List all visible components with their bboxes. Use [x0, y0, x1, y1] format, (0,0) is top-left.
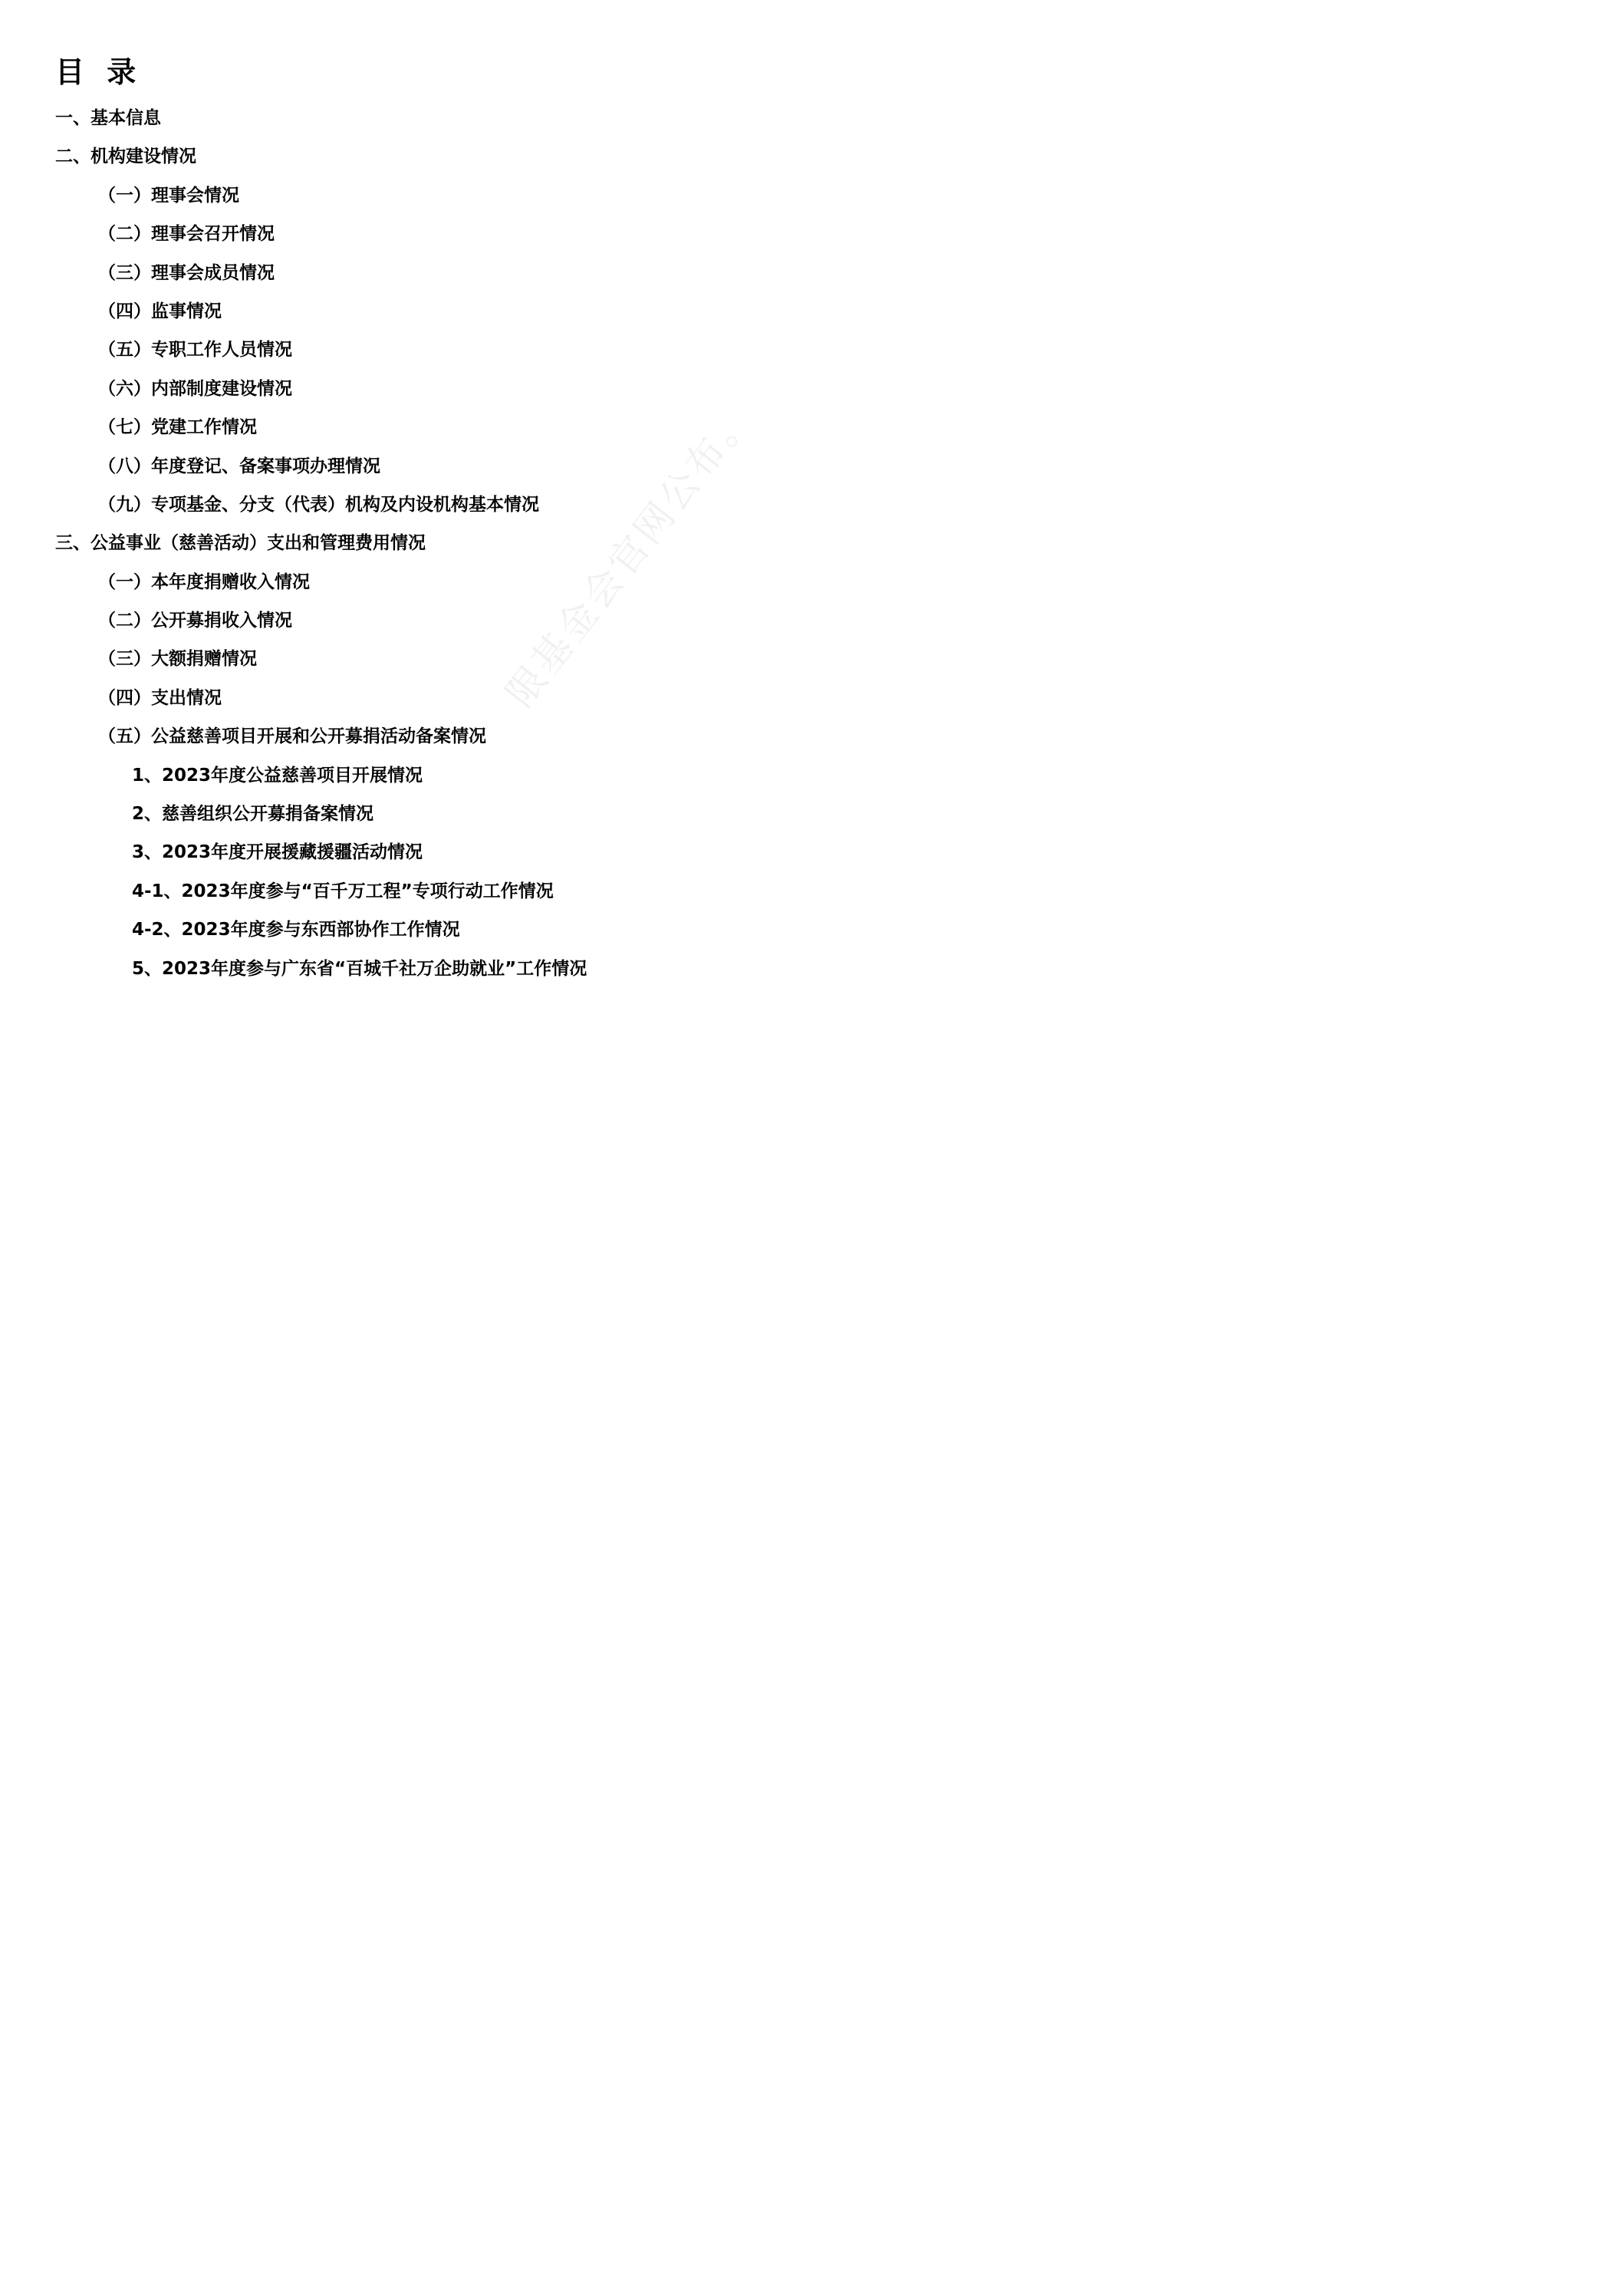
toc-section-basic-info: 一、基本信息 — [55, 108, 161, 128]
toc-subsection-projects-filing: （五）公益慈善项目开展和公开募捐活动备案情况 — [98, 726, 486, 747]
toc-subsection-special-funds: （九）专项基金、分支（代表）机构及内设机构基本情况 — [98, 494, 539, 515]
toc-item-hundred-thousand-project: 4-1、2023年度参与“百千万工程”专项行动工作情况 — [132, 881, 554, 901]
page-title: 目 录 — [55, 55, 143, 89]
watermark: 限基金会官网公布。 — [497, 394, 762, 716]
toc-subsection-supervisors: （四）监事情况 — [98, 301, 222, 321]
toc-item-fundraising-filing: 2、慈善组织公开募捐备案情况 — [132, 804, 374, 825]
toc-subsection-expenditures: （四）支出情况 — [98, 687, 222, 708]
toc-subsection-registration: （八）年度登记、备案事项办理情况 — [98, 456, 380, 476]
toc-item-employment-support: 5、2023年度参与广东省“百城千社万企助就业”工作情况 — [132, 958, 587, 979]
document-page — [0, 0, 855, 1208]
table-of-contents — [0, 101, 587, 990]
toc-subsection-party-building: （七）党建工作情况 — [98, 417, 257, 438]
toc-subsection-large-donations: （三）大额捐赠情况 — [98, 649, 257, 670]
toc-section-expenditure: 三、公益事业（慈善活动）支出和管理费用情况 — [55, 533, 426, 554]
toc-subsection-donation-income: （一）本年度捐赠收入情况 — [98, 572, 310, 592]
toc-item-tibet-xinjiang-aid: 3、2023年度开展援藏援疆活动情况 — [132, 842, 423, 863]
toc-subsection-board-members: （三）理事会成员情况 — [98, 262, 275, 283]
toc-item-projects-2023: 1、2023年度公益慈善项目开展情况 — [132, 765, 423, 786]
toc-subsection-board-meetings: （二）理事会召开情况 — [98, 224, 275, 245]
toc-subsection-public-fundraising: （二）公开募捐收入情况 — [98, 611, 292, 631]
toc-item-east-west-cooperation: 4-2、2023年度参与东西部协作工作情况 — [132, 920, 460, 940]
toc-subsection-internal-rules: （六）内部制度建设情况 — [98, 378, 292, 399]
toc-subsection-board: （一）理事会情况 — [98, 185, 239, 206]
toc-subsection-staff: （五）专职工作人员情况 — [98, 340, 292, 361]
toc-section-organization: 二、机构建设情况 — [55, 147, 196, 167]
